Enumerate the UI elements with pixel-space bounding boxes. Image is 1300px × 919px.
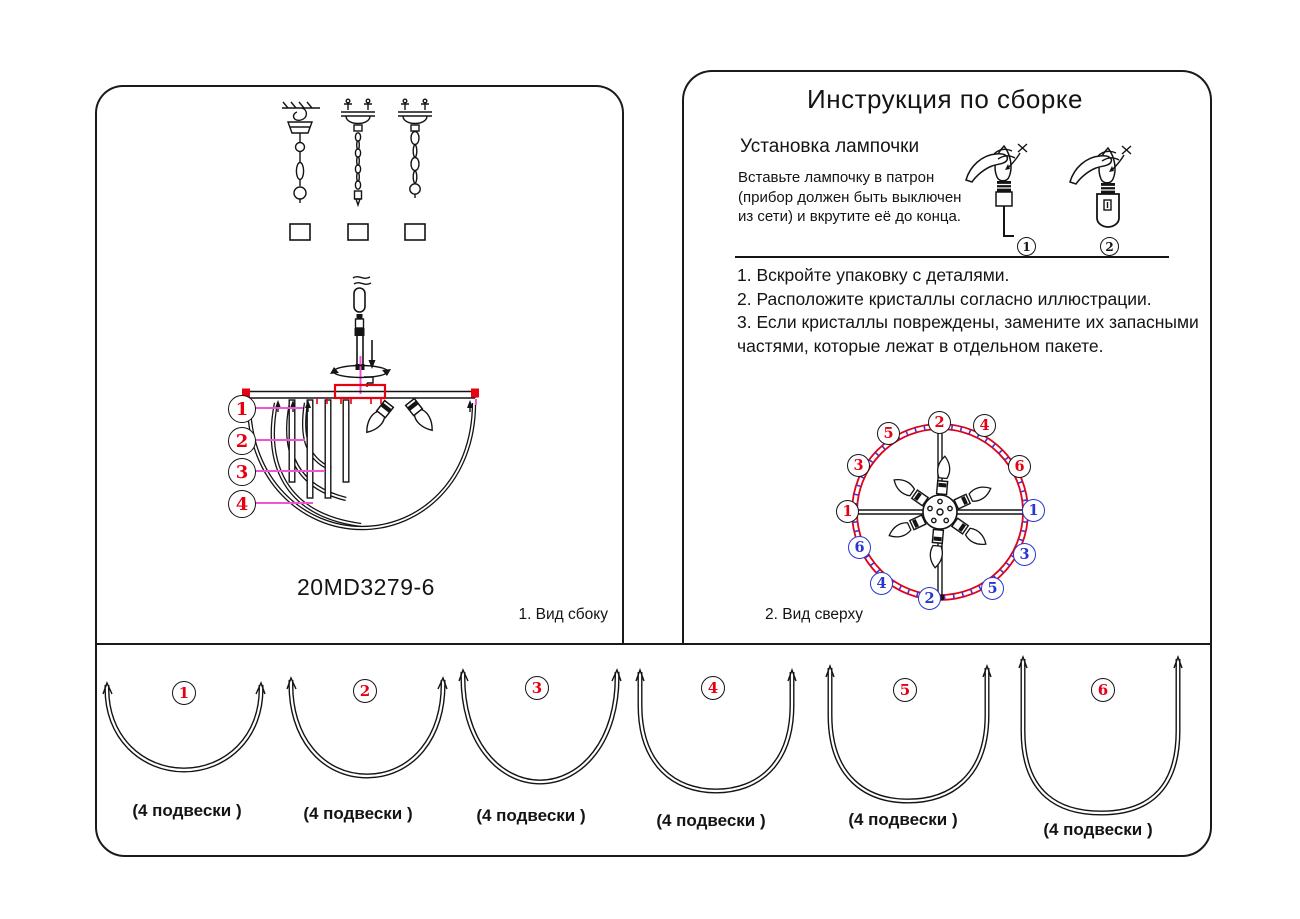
pendant-4-badge: 4 bbox=[701, 676, 725, 700]
topview-red-1-badge: 1 bbox=[836, 500, 859, 523]
figure-step-2-badge: 2 bbox=[1100, 237, 1119, 256]
box-icon bbox=[348, 224, 368, 240]
pendant-5-badge: 5 bbox=[893, 678, 917, 702]
section-divider bbox=[735, 256, 1169, 258]
pendant-3-count-label: (4 подвески ) bbox=[476, 806, 586, 825]
box-icon bbox=[405, 224, 425, 240]
topview-blue-5-badge: 5 bbox=[981, 577, 1004, 600]
callout-3-badge: 3 bbox=[228, 458, 256, 486]
hand-bulb-step2 bbox=[1070, 146, 1131, 227]
pendant-2-badge: 2 bbox=[353, 679, 377, 703]
topview-blue-4-badge: 4 bbox=[870, 572, 893, 595]
pendant-2-count-label: (4 подвески ) bbox=[303, 804, 413, 823]
step-2: 2. Расположите кристаллы согласно иллюстрации. bbox=[737, 288, 1152, 309]
topview-blue-6-badge: 6 bbox=[848, 536, 871, 559]
callout-4-badge: 4 bbox=[228, 490, 256, 518]
callout-1-badge: 1 bbox=[228, 395, 256, 423]
topview-red-5-badge: 5 bbox=[877, 422, 900, 445]
box-icon bbox=[290, 224, 310, 240]
assembly-steps bbox=[737, 264, 1207, 358]
chandelier-side-view-diagram bbox=[213, 272, 518, 544]
pendant-6-count-label: (4 подвески ) bbox=[1043, 820, 1153, 839]
hand-bulb-step1 bbox=[966, 144, 1027, 236]
pendant-1-badge: 1 bbox=[172, 681, 196, 705]
topview-blue-1-badge: 1 bbox=[1022, 499, 1045, 522]
topview-red-2-badge: 2 bbox=[928, 411, 951, 434]
model-number: 20MD3279-6 bbox=[297, 574, 435, 600]
step-3: 3. Если кристаллы повреждены, замените их запасными частями, которые лежат в отдельном пакете. bbox=[737, 312, 1199, 356]
step-1: 1. Вскройте упаковку с деталями. bbox=[737, 265, 1010, 285]
pendant-6-badge: 6 bbox=[1091, 678, 1115, 702]
topview-blue-3-badge: 3 bbox=[1013, 543, 1036, 566]
pendant-4-count-label: (4 подвески ) bbox=[656, 811, 766, 830]
pendant-3-badge: 3 bbox=[525, 676, 549, 700]
topview-red-6-badge: 6 bbox=[1008, 455, 1031, 478]
top-view-caption: 2. Вид сверху bbox=[765, 606, 863, 623]
lamp-install-heading: Установка лампочки bbox=[740, 136, 920, 157]
topview-blue-2-badge: 2 bbox=[918, 587, 941, 610]
pendant-hooks bbox=[246, 400, 473, 412]
bulb-installation-figure bbox=[956, 142, 1168, 254]
callout-2-badge: 2 bbox=[228, 427, 256, 455]
page-title: Инструкция по сборке bbox=[807, 84, 1083, 114]
pendant-1-count-label: (4 подвески ) bbox=[132, 801, 242, 820]
figure-step-1-badge: 1 bbox=[1017, 237, 1036, 256]
hanging-options-diagram bbox=[262, 96, 454, 246]
side-view-caption: 1. Вид сбоку bbox=[518, 606, 608, 623]
topview-red-3-badge: 3 bbox=[847, 454, 870, 477]
pendant-5-count-label: (4 подвески ) bbox=[848, 810, 958, 829]
topview-red-4-badge: 4 bbox=[973, 414, 996, 437]
center-hub bbox=[923, 495, 957, 529]
lamp-install-body: Вставьте лампочку в патрон (прибор должен быть выключен из сети) и вкрутите её до конца. bbox=[738, 169, 962, 225]
